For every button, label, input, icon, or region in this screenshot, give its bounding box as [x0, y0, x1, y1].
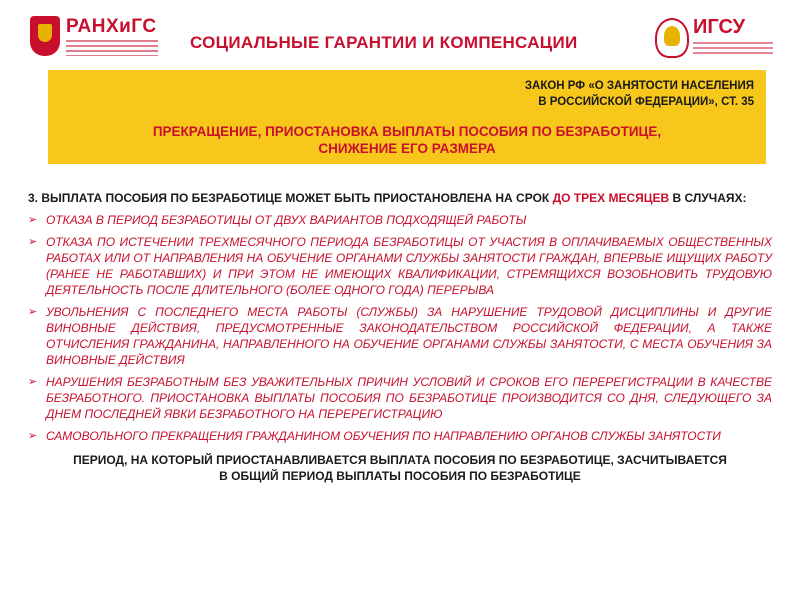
ranepa-logo-text: РАНХиГС [66, 16, 157, 37]
list-item-text: УВОЛЬНЕНИЯ С ПОСЛЕДНЕГО МЕСТА РАБОТЫ (СЛУЖБЫ) ЗА НАРУШЕНИЕ ТРУДОВОЙ ДИСЦИПЛИНЫ И ДРУГИЕ ВИНОВНЫЕ ДЕЙСТВИЯ, ПРЕДУСМОТРЕННЫЕ ЗАКОНОДАТЕЛЬСТВОМ РОССИЙСКОЙ ФЕДЕРАЦИИ, А ТАКЖЕ ОТЧИСЛЕНИЯ ГРАЖДАНИНА, НАПРАВЛЕННОГО НА ОБУЧЕНИЕ ОРГАНАМИ СЛУЖБЫ ЗАНЯТОСТИ, С МЕСТА ОБУЧЕНИЯ ЗА ВИНОВНЫЕ ДЕЙСТВИЯ [46, 305, 772, 367]
arrow-bullet-icon: ➢ [28, 214, 38, 226]
intro-text-start: 3. ВЫПЛАТА ПОСОБИЯ ПО БЕЗРАБОТИЦЕ МОЖЕТ БЫТЬ ПРИОСТАНОВЛЕНА НА СРОК [28, 191, 553, 205]
banner-title-line2: СНИЖЕНИЕ ЕГО РАЗМЕРА [318, 141, 496, 156]
ranepa-logo-subtitle-lines [66, 40, 158, 56]
footer-note-line2: В ОБЩИЙ ПЕРИОД ВЫПЛАТЫ ПОСОБИЯ ПО БЕЗРАБОТИЦЕ [219, 469, 581, 483]
law-reference-line1: ЗАКОН РФ «О ЗАНЯТОСТИ НАСЕЛЕНИЯ [524, 80, 754, 92]
banner-title [48, 123, 766, 157]
arrow-bullet-icon: ➢ [28, 236, 38, 248]
list-item-text: НАРУШЕНИЯ БЕЗРАБОТНЫМ БЕЗ УВАЖИТЕЛЬНЫХ ПРИЧИН УСЛОВИЙ И СРОКОВ ЕГО ПЕРЕРЕГИСТРАЦИИ В КАЧЕСТВЕ БЕЗРАБОТНОГО. ПРИОСТАНОВКА ВЫПЛАТЫ ПОСОБИЯ ПО БЕЗРАБОТИЦЕ ПРОИЗВОДИТСЯ СО ДНЯ, СЛЕДУЮЩЕГО ЗА ДНЕМ ПОСЛЕДНЕЙ ЯВКИ БЕЗРАБОТНОГО НА ПЕРЕРЕГИСТРАЦИЮ [46, 375, 772, 421]
igsu-emblem-icon [655, 18, 689, 58]
footer-note-line1: ПЕРИОД, НА КОТОРЫЙ ПРИОСТАНАВЛИВАЕТСЯ ВЫПЛАТА ПОСОБИЯ ПО БЕЗРАБОТИЦЕ, ЗАСЧИТЫВАЕТСЯ [73, 453, 727, 467]
law-reference-line2: В РОССИЙСКОЙ ФЕДЕРАЦИИ», СТ. 35 [538, 96, 754, 108]
ranepa-emblem-icon [30, 16, 60, 56]
list-item-text: ОТКАЗА ПО ИСТЕЧЕНИИ ТРЕХМЕСЯЧНОГО ПЕРИОДА БЕЗРАБОТИЦЫ ОТ УЧАСТИЯ В ОПЛАЧИВАЕМЫХ ОБЩЕСТВЕННЫХ РАБОТАХ ИЛИ ОТ НАПРАВЛЕНИЯ НА ОБУЧЕНИЕ ОРГАНАМИ СЛУЖБЫ ЗАНЯТОСТИ ГРАЖДАН, ВПЕРВЫЕ ИЩУЩИХ РАБОТУ (РАНЕЕ НЕ РАБОТАВШИХ) И ПРИ ЭТОМ НЕ ИМЕЮЩИХ КВАЛИФИКАЦИИ, СТРЕМЯЩИХСЯ ВОЗОБНОВИТЬ ТРУДОВУЮ ДЕЯТЕЛЬНОСТЬ ПОСЛЕ ДЛИТЕЛЬНОГО (БОЛЕЕ ОДНОГО ГОДА) ПЕРЕРЫВА [46, 235, 772, 297]
intro-highlight: ДО ТРЕХ МЕСЯЦЕВ [552, 191, 670, 205]
arrow-bullet-icon: ➢ [28, 430, 38, 442]
list-item [28, 304, 772, 368]
footer-note [28, 452, 772, 484]
list-item [28, 234, 772, 298]
intro-paragraph [28, 190, 772, 206]
topic-banner [48, 70, 766, 164]
igsu-logo-subtitle-lines [693, 42, 773, 56]
arrow-bullet-icon: ➢ [28, 376, 38, 388]
list-item-text: ОТКАЗА В ПЕРИОД БЕЗРАБОТИЦЫ ОТ ДВУХ ВАРИАНТОВ ПОДХОДЯЩЕЙ РАБОТЫ [46, 213, 527, 227]
list-item [28, 374, 772, 422]
arrow-bullet-icon: ➢ [28, 306, 38, 318]
cases-list [28, 212, 772, 444]
igsu-logo-text: ИГСУ [693, 16, 746, 38]
slide-header [0, 0, 800, 68]
main-content [28, 190, 772, 484]
igsu-logo [655, 16, 780, 60]
law-reference [525, 78, 754, 110]
page-title: СОЦИАЛЬНЫЕ ГАРАНТИИ И КОМПЕНСАЦИИ [190, 33, 578, 52]
intro-text-end: В СЛУЧАЯХ: [669, 191, 747, 205]
ranepa-logo [30, 16, 160, 60]
list-item [28, 212, 772, 228]
banner-title-line1: ПРЕКРАЩЕНИЕ, ПРИОСТАНОВКА ВЫПЛАТЫ ПОСОБИЯ ПО БЕЗРАБОТИЦЕ, [152, 124, 662, 139]
list-item-text: САМОВОЛЬНОГО ПРЕКРАЩЕНИЯ ГРАЖДАНИНОМ ОБУЧЕНИЯ ПО НАПРАВЛЕНИЮ ОРГАНОВ СЛУЖБЫ ЗАНЯТОСТИ [46, 429, 721, 443]
list-item [28, 428, 772, 444]
